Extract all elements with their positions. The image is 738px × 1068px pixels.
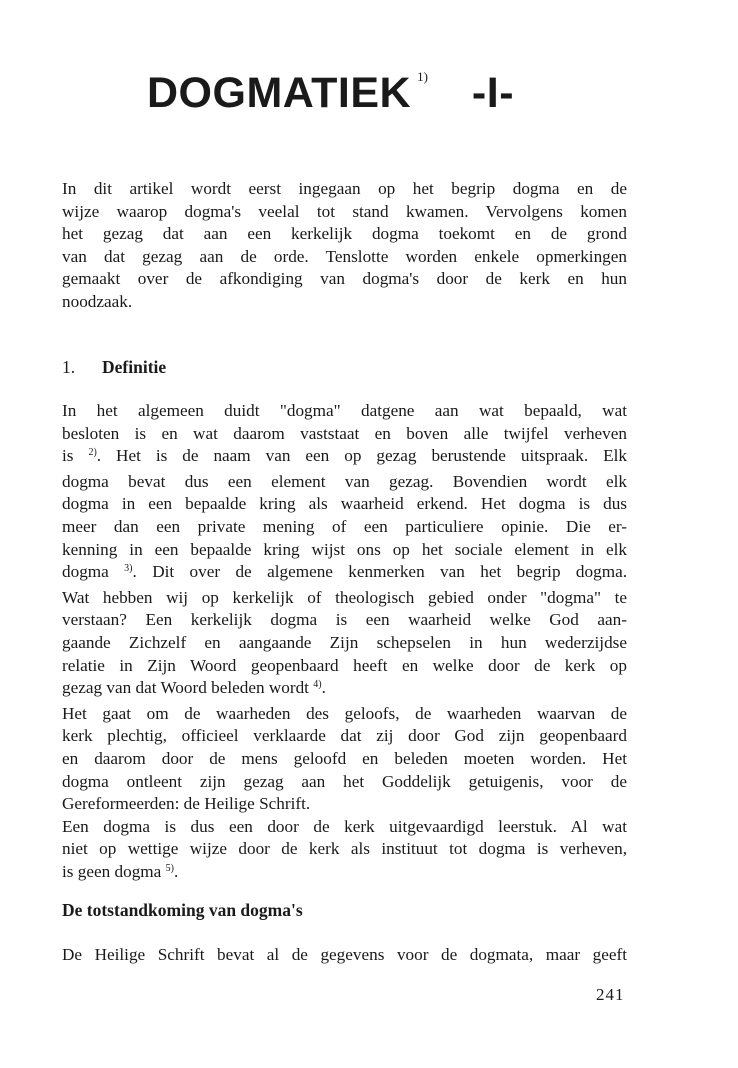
text-line: kerk plechtig, officieel verklaarde dat zij door God zijn geopenbaard — [62, 726, 627, 746]
text-line: In het algemeen duidt "dogma" datgene aan wat bepaald, wat — [62, 401, 627, 420]
text-line: dogma in een bepaalde kring als waarheid erkend. Het dogma is dus — [62, 494, 627, 514]
text-line: dogma bevat dus een element van gezag. Bovendien wordt elk — [62, 471, 627, 491]
text-fragment: . — [173, 861, 179, 881]
text-line: gaande Zichzelf en aangaande Zijn schepselen in hun wederzijdse — [62, 632, 627, 652]
text-line: relatie in Zijn Woord geopenbaard heeft en welke door de kerk op — [62, 655, 627, 675]
text-fragment: is geen dogma — [62, 861, 166, 881]
definition-paragraph — [62, 400, 627, 886]
text-line — [62, 561, 627, 587]
text-line: en daarom door de mens geloofd en beleden moeten worden. Het — [62, 748, 627, 768]
footnote-marker: 3) — [124, 563, 133, 575]
section-heading-totstandkoming — [62, 899, 303, 921]
text-line: het gezag dat aan een kerkelijk dogma toekomt en de grond — [62, 224, 627, 244]
section-number: 1. — [62, 357, 76, 377]
text-line — [62, 861, 627, 887]
footnote-marker: 4) — [313, 679, 322, 691]
text-line — [62, 677, 627, 703]
footnote-marker: 5) — [165, 862, 174, 874]
page-number: 241 — [596, 985, 625, 1004]
text-line — [62, 445, 627, 471]
text-line: besloten is en wat daarom vaststaat en boven alle twijfel verheven — [62, 423, 627, 443]
text-fragment: dogma — [62, 562, 125, 582]
text-line: kenning in een bepaalde kring wijst ons op het sociale element in elk — [62, 539, 627, 559]
section-title: De totstandkoming van dogma's — [62, 900, 303, 920]
text-line: Gereformeerden: de Heilige Schrift. — [62, 794, 311, 814]
text-line: In dit artikel wordt eerst ingegaan op het begrip dogma en de — [62, 179, 627, 198]
text-line: Een dogma is dus een door de kerk uitgevaardigd leerstuk. Al wat — [62, 816, 627, 836]
intro-paragraph — [62, 178, 627, 314]
text-line: De Heilige Schrift bevat al de gegevens voor de dogmata, maar geeft — [62, 945, 627, 964]
footnote-marker: 2) — [88, 447, 97, 459]
text-line: noodzaak. — [62, 291, 133, 311]
text-line: meer dan een private mening of een particuliere opinie. Die er- — [62, 516, 627, 536]
text-fragment: is — [62, 446, 89, 466]
section-heading-definitie — [62, 356, 166, 378]
text-line: Wat hebben wij op kerkelijk of theologisch gebied onder "dogma" te — [62, 587, 627, 607]
text-fragment: . — [321, 678, 326, 698]
title-text: DOGMATIEK — [147, 69, 412, 117]
text-line: niet op wettige wijze door de kerk als instituut tot dogma is verheven, — [62, 839, 627, 859]
text-line: van dat gezag aan de orde. Tenslotte worden enkele opmerkingen — [62, 246, 627, 266]
article-title — [147, 69, 515, 117]
title-footnote-marker: 1) — [417, 69, 428, 84]
text-line: wijze waarop dogma's veelal tot stand kwamen. Vervolgens komen — [62, 201, 627, 221]
title-part-number: -I- — [471, 69, 515, 117]
text-fragment: . Dit over de algemene kenmerken van het begrip dogma. — [132, 562, 627, 582]
text-line: verstaan? Een kerkelijk dogma is een waarheid welke God aan- — [62, 610, 627, 630]
text-fragment: . Het is de naam van een op gezag berustende uitspraak. Elk — [96, 446, 627, 466]
text-fragment: gezag van dat Woord beleden wordt — [62, 678, 314, 698]
text-line: Het gaat om de waarheden des geloofs, de waarheden waarvan de — [62, 703, 627, 723]
section-title: Definitie — [102, 357, 167, 377]
text-line: gemaakt over de afkondiging van dogma's door de kerk en hun — [62, 269, 627, 289]
totstandkoming-paragraph — [62, 944, 627, 967]
text-line: dogma ontleent zijn gezag aan het Goddelijk getuigenis, voor de — [62, 771, 627, 791]
